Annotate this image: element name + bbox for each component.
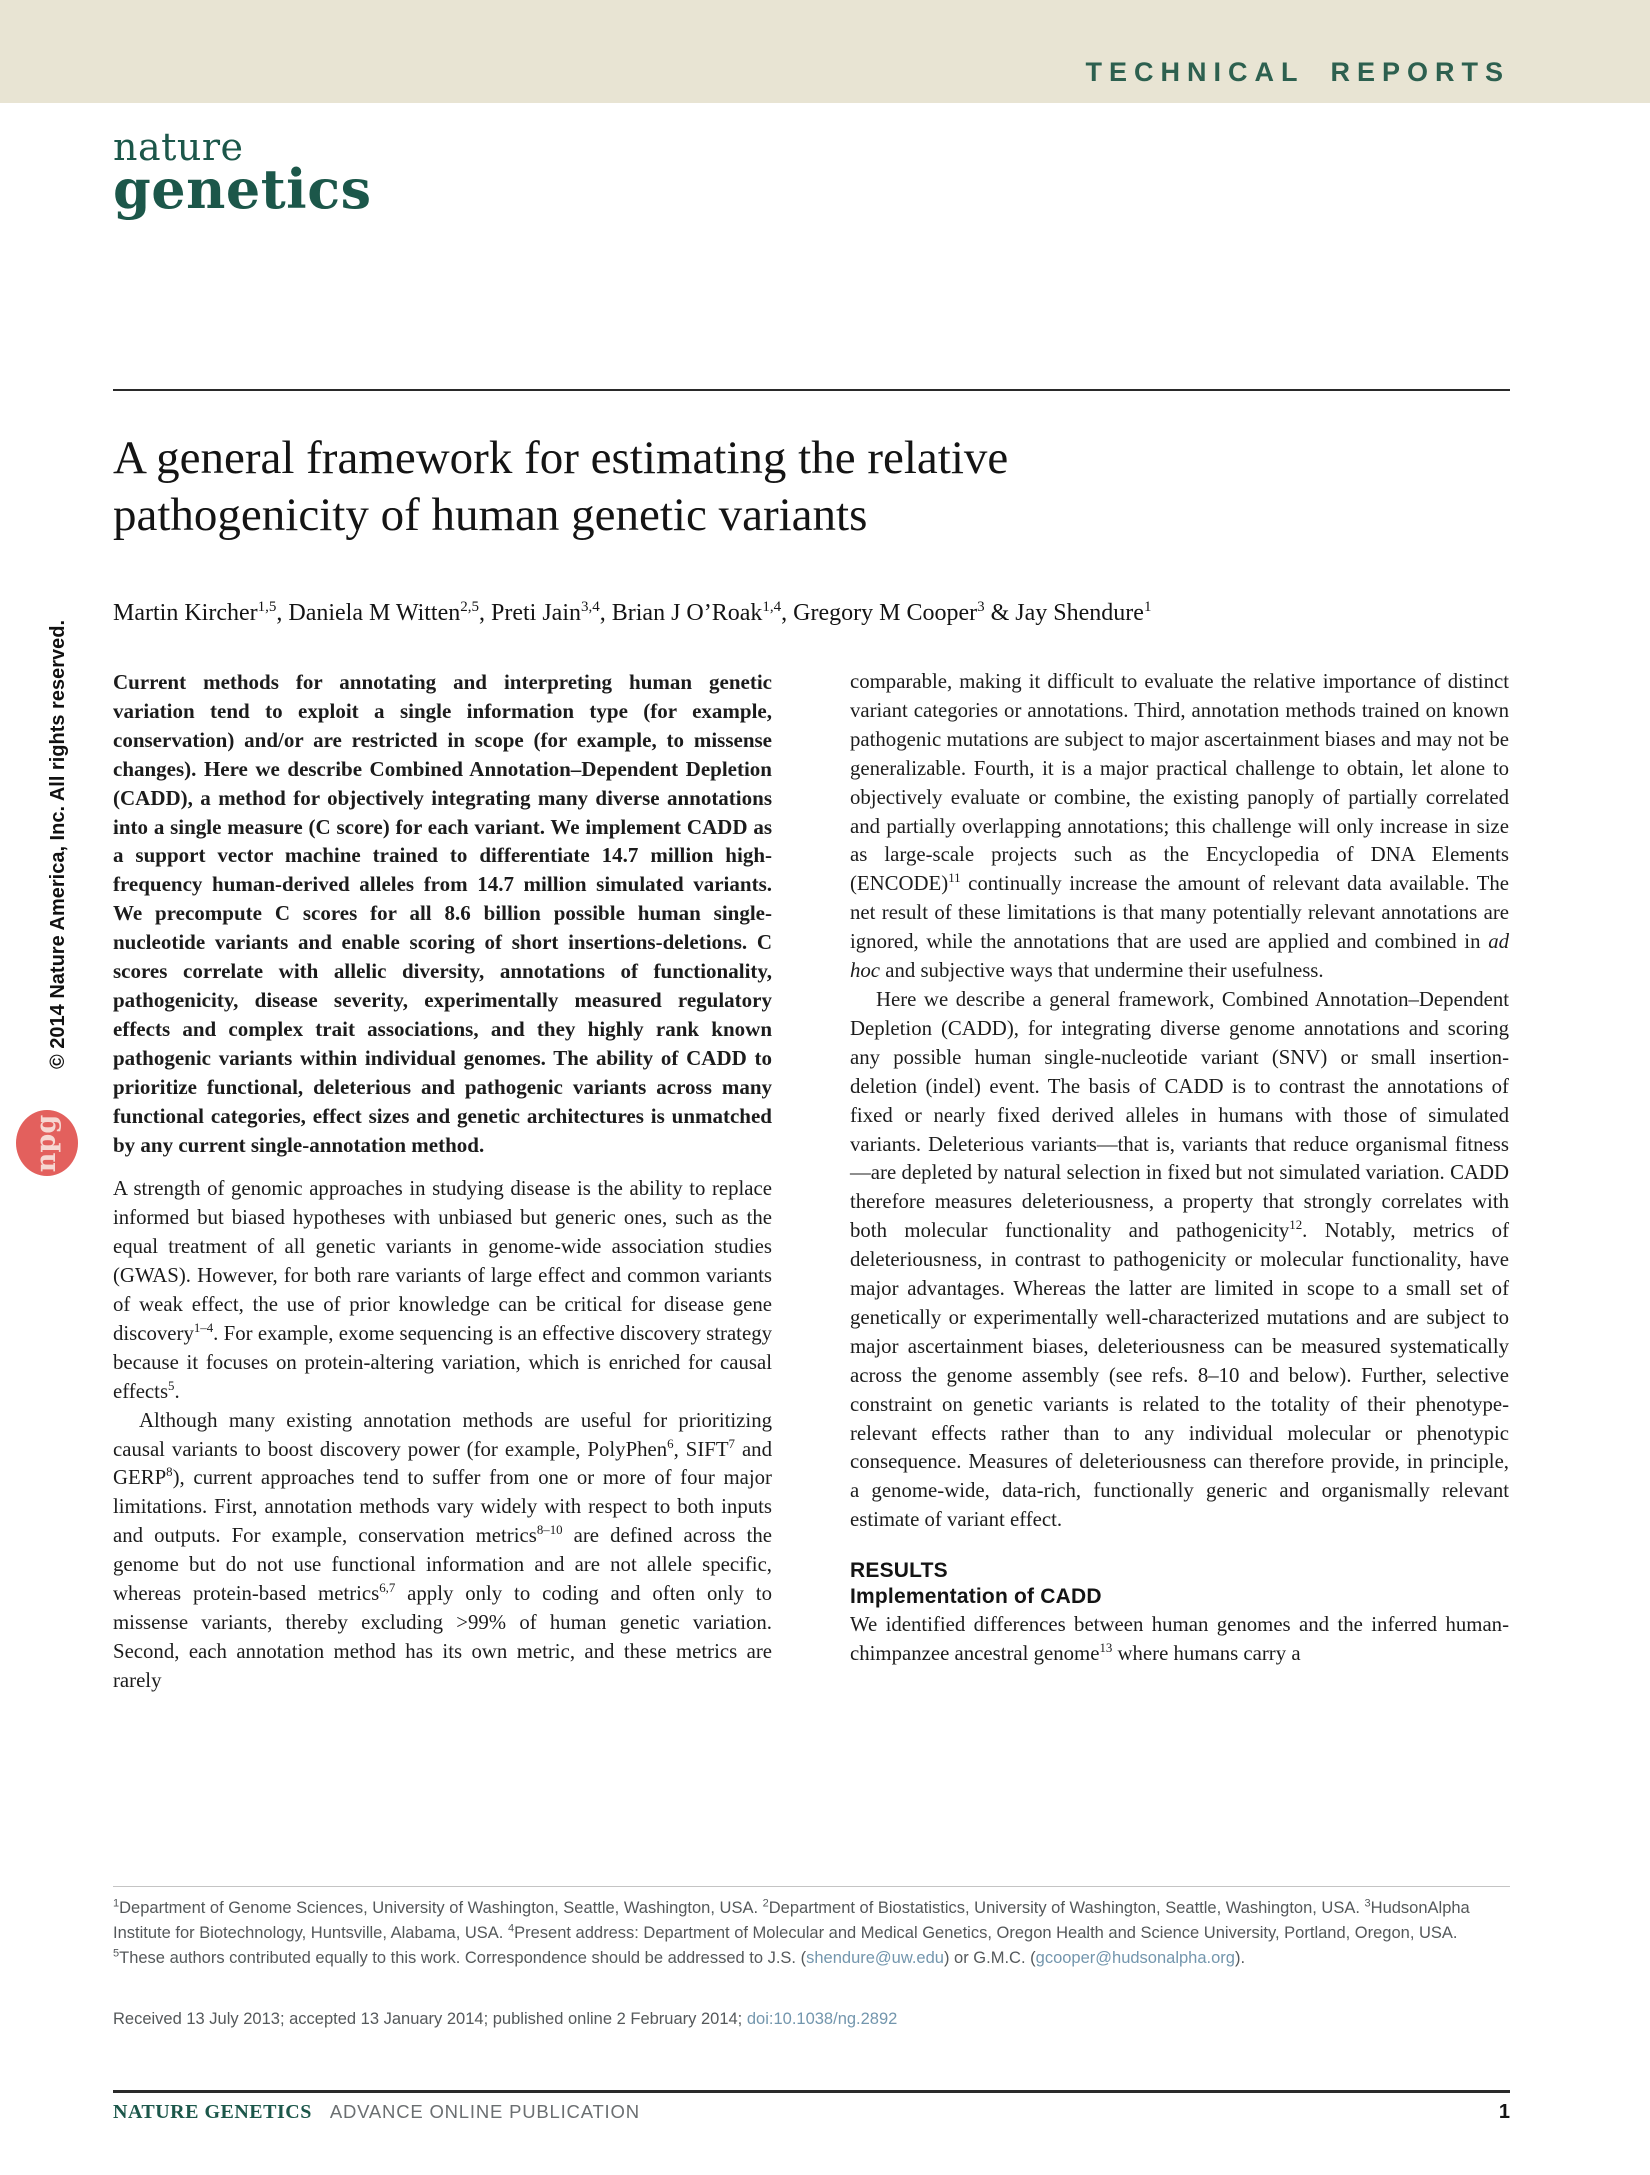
right-column bbox=[850, 668, 1509, 1876]
body-paragraph: comparable, making it difficult to evaluate the relative importance of distinct variant categories or annotations. Third, annotation methods trained on known pathogenic mutations are subject to major ascertainment biases and may not be generalizable. Fourth, it is a major practical challenge to obtain, let alone to objectively evaluate or combine, the existing panoply of partially correlated and partially overlapping annotations; this challenge will only increase in size as large-scale projects such as the Encyclopedia of DNA Elements (ENCODE)$^{11}$ continually increase the amount of relevant data available. The net result of these limitations is that many potentially relevant annotations are ignored, while the annotations that are used are applied and combined in ad hoc and subjective ways that undermine their usefulness. bbox=[850, 670, 1509, 983]
reference-superscript: 11 bbox=[948, 871, 961, 886]
reference-superscript: 1 bbox=[113, 1897, 120, 1910]
kicker-band bbox=[0, 0, 1650, 103]
reference-superscript: 4 bbox=[507, 1922, 515, 1935]
body-paragraph: We identified differences between human genomes and the inferred human-chimpanzee ancestral genome$^{13}$ where humans carry a bbox=[850, 1613, 1509, 1666]
footer-divider bbox=[113, 2090, 1510, 2093]
body-paragraph: A strength of genomic approaches in studying disease is the ability to replace informed but biased hypotheses with unbiased but generic ones, such as the equal treatment of all genetic variants in genome-wide association studies (GWAS). However, for both rare variants of large effect and common variants of weak effect, the use of prior knowledge can be critical for disease gene discovery$^{1-4}$. For example, exome sequencing is an effective discovery strategy because it focuses on protein-altering variation, which is enriched for causal effects$^5$. bbox=[113, 1177, 772, 1403]
journal-logo-nature: nature bbox=[113, 125, 244, 169]
journal-logo-genetics: genetics bbox=[113, 157, 372, 221]
reference-superscript: 2 bbox=[762, 1897, 769, 1910]
npg-logo-label: npg bbox=[31, 1114, 63, 1172]
reference-superscript: 3 bbox=[977, 599, 985, 615]
implementation-subheading: Implementation of CADD bbox=[850, 1585, 1102, 1609]
results-heading: RESULTS bbox=[850, 1559, 948, 1583]
footer-publication-status: ADVANCE ONLINE PUBLICATION bbox=[329, 2101, 640, 2122]
received-dates-line: Received 13 July 2013; accepted 13 January 2014; published online 2 February 2014; doi:10.1038/ng.2892 bbox=[113, 2010, 898, 2028]
body-columns bbox=[113, 668, 1510, 1876]
reference-superscript: 5 bbox=[168, 1378, 175, 1393]
reference-superscript: 3 bbox=[1364, 1897, 1371, 1910]
reference-superscript: 8 bbox=[166, 1465, 173, 1480]
reference-superscript: 6,7 bbox=[379, 1581, 396, 1596]
reference-superscript: 1,4 bbox=[762, 599, 782, 615]
reference-superscript: 1,5 bbox=[257, 599, 277, 615]
inline-link[interactable]: shendure@uw.edu bbox=[806, 1949, 944, 1967]
reference-superscript: 2,5 bbox=[460, 599, 479, 615]
footer-journal-name: NATURE GENETICS bbox=[113, 2101, 312, 2123]
title-divider bbox=[113, 389, 1510, 391]
reference-superscript: 7 bbox=[728, 1436, 735, 1451]
body-paragraph: Although many existing annotation methods are useful for prioritizing causal variants to boost discovery power (for example, PolyPhen$^6$, SIFT$^7$ and GERP$^8$), current approaches tend to suffer from one or more of four major limitations. First, annotation methods vary widely with respect to both inputs and outputs. For example, conservation metrics$^{8-10}$ are defined across the genome but do not use functional information and are not allele specific, whereas protein-based metrics$^{6,7}$ apply only to coding and often only to missense variants, thereby excluding >99% of human genetic variation. Second, each annotation method has its own metric, and these metrics are rarely bbox=[113, 1408, 772, 1692]
reference-superscript: 12 bbox=[1289, 1218, 1303, 1233]
journal-logo bbox=[113, 125, 372, 221]
author-line: Martin Kircher$^{1,5}$, Daniela M Witten$^{2,5}$, Preti Jain$^{3,4}$, Brian J O’Roak$^{1,4}$, Gregory M Cooper$^3$ & Jay Shendure$^1$ bbox=[113, 599, 1152, 626]
abstract-paragraph: Current methods for annotating and interpreting human genetic variation tend to exploit a single information type (for example, conservation) and/or are restricted in scope (for example, to missense changes). Here we describe Combined Annotation–Dependent Depletion (CADD), a method for objectively integrating many diverse annotations into a single measure (C score) for each variant. We implement CADD as a support vector machine trained to differentiate 14.7 million high-frequency human-derived alleles from 14.7 million simulated variants. We precompute C scores for all 8.6 billion possible human single-nucleotide variants and enable scoring of short insertions-deletions. C scores correlate with allelic diversity, annotations of functionality, pathogenicity, disease severity, experimentally measured regulatory effects and complex trait associations, and they highly rank known pathogenic variants within individual genomes. The ability of CADD to prioritize functional, deleterious and pathogenic variants across many functional categories, effect sizes and genetic architectures is unmatched by any current single-annotation method. bbox=[113, 670, 772, 1157]
npg-logo bbox=[16, 1110, 78, 1176]
reference-superscript: 1–4 bbox=[193, 1321, 214, 1336]
kicker-label: TECHNICAL REPORTS bbox=[1085, 57, 1510, 87]
reference-superscript: 8–10 bbox=[536, 1523, 563, 1538]
page-footer bbox=[113, 2101, 1510, 2124]
reference-superscript: 5 bbox=[113, 1947, 120, 1960]
inline-link[interactable]: doi:10.1038/ng.2892 bbox=[746, 2010, 898, 2028]
inline-link[interactable]: gcooper@hudsonalpha.org bbox=[1035, 1949, 1235, 1967]
article-title: A general framework for estimating the relative pathogenicity of human genetic variants bbox=[113, 432, 1009, 541]
reference-superscript: 13 bbox=[1099, 1641, 1113, 1656]
affiliations-footnote: $^1$Department of Genome Sciences, University of Washington, Seattle, Washington, USA. $^2$Department of Biostatistics, University of Washington, Seattle, Washington, USA. $^3$HudsonAlpha Institute for Biotechnology, Huntsville, Alabama, USA. $^4$Present address: Department of Molecular and Medical Genetics, Oregon Health and Science University, Portland, Oregon, USA. $^5$These authors contributed equally to this work. Correspondence should be addressed to J.S. (shendure@uw.edu) or G.M.C. (gcooper@hudsonalpha.org). bbox=[113, 1886, 1510, 1971]
copyright-sidebar-text: © 2014 Nature America, Inc. All rights reserved. bbox=[47, 619, 69, 1069]
page-number: 1 bbox=[1498, 2101, 1510, 2123]
reference-superscript: 6 bbox=[667, 1436, 674, 1451]
left-column bbox=[113, 668, 772, 1876]
reference-superscript: 3,4 bbox=[581, 599, 600, 615]
reference-superscript: 1 bbox=[1143, 599, 1152, 615]
body-paragraph: Here we describe a general framework, Combined Annotation–Dependent Depletion (CADD), for integrating diverse genome annotations and scoring any possible human single-nucleotide variant (SNV) or small insertion-deletion (indel) event. The basis of CADD is to contrast the annotations of fixed or nearly fixed derived alleles in humans with those of simulated variants. Deleterious variants—that is, variants that reduce organismal fitness—are depleted by natural selection in fixed but not simulated variation. CADD therefore measures deleteriousness, a property that strongly correlates with both molecular functionality and pathogenicity$^{12}$. Notably, metrics of deleteriousness, in contrast to pathogenicity or molecular functionality, have major advantages. Whereas the latter are limited in scope to a small set of genetically or experimentally well-characterized mutations and are subject to major ascertainment biases, deleteriousness can be measured systematically across the genome assembly (see refs. 8–10 and below). Further, selective constraint on genetic variants is related to the totality of their phenotype-relevant effects rather than to any individual molecular or phenotypic consequence. Measures of deleteriousness can therefore provide, in principle, a genome-wide, data-rich, functionally generic and organismally relevant estimate of variant effect. bbox=[850, 987, 1509, 1532]
